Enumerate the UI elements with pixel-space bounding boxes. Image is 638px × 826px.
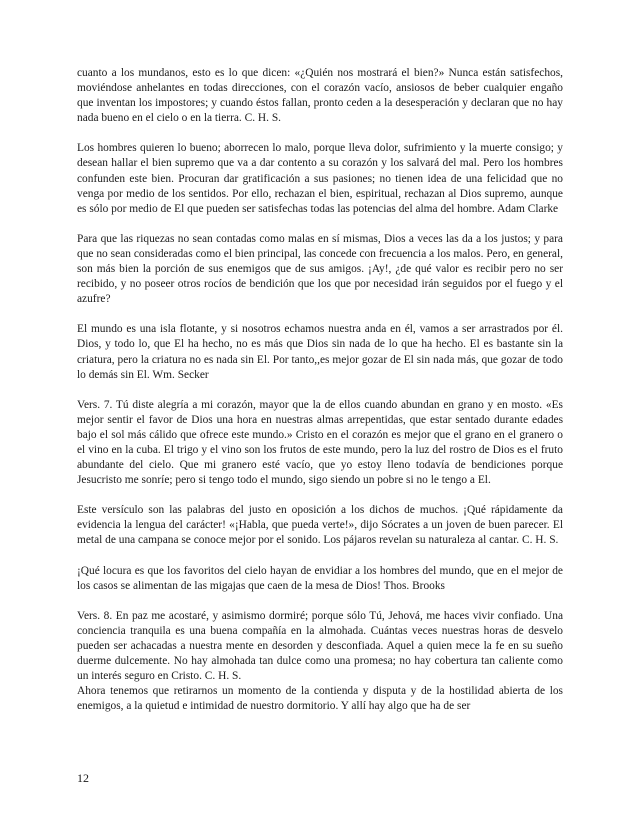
paragraph-wm-secker: El mundo es una isla flotante, y si nosotros echamos nuestra anda en él, vamos a ser arrastrados por él. Dios, y todo lo, que El ha hecho, no es más que Dios sin nada de lo que ha hecho. El es bastante sin la criatura, pero la criatura no es nada sin El. Por tanto,,es mejor gozar de El sin nada más, que gozar de todo lo demás sin El. Wm. Secker — [77, 323, 563, 381]
paragraph-vers-8: Vers. 8. En paz me acostaré, y asimismo dormiré; porque sólo Tú, Jehová, me haces vivir confiado. Una conciencia tranquila es una buena compañía en la almohada. Cuántas veces nuestras horas de desvelo pueden ser achacadas a nuestra mente en desorden y desconfiada. Aquel a quien mece la fe en su sueño duerme dulcemente. No hay almohada tan dulce como una promesa; no hay cobertura tan caliente como un interés seguro en Cristo. C. H. S. — [77, 609, 563, 683]
paragraph-ahora: Ahora tenemos que retirarnos un momento de la contienda y disputa y de la hostilidad abierta de los enemigos, a la quietud e intimidad de nuestro dormitorio. Y allí hay algo que ha de ser — [77, 685, 563, 713]
paragraph-thos-brooks: ¡Qué locura es que los favoritos del cielo hayan de envidiar a los hombres del mundo, que en el mejor de los casos se alimentan de las migajas que caen de la mesa de Dios! Thos. Brooks — [77, 564, 563, 592]
paragraph-adam-clarke: Los hombres quieren lo bueno; aborrecen lo malo, porque lleva dolor, sufrimiento y la muerte consigo; y desean hallar el bien supremo que va a dar contento a su corazón y los salvará del mal. Pero los hombres confunden este bien. Procuran dar gratificación a sus pasiones; no tienen idea de una felicidad que no venga por medio de los sentidos. Por ello, rechazan el bien, espiritual, rechazan al Dios supremo, aunque es sólo por medio de El que pueden ser satisfechas todas las potencias del alma del hombre. Adam Clarke — [77, 142, 563, 215]
body-text — [77, 66, 563, 714]
paragraph-mundanos: cuanto a los mundanos, esto es lo que dicen: «¿Quién nos mostrará el bien?» Nunca están satisfechos, moviéndose anhelantes en todas direcciones, con el corazón vacío, ansiosos de beber cualquier engaño que inventan los impostores; y cuando éstos fallan, pronto ceden a la desesperación y declaran que no hay nada bueno en el cielo o en la tierra. C. H. S. — [77, 67, 563, 125]
paragraph-versiculo: Este versículo son las palabras del justo en oposición a los dichos de muchos. ¡Qué rápidamente da evidencia la lengua del carácter! «¡Habla, que pueda verte!», dijo Sócrates a un joven de buen parecer. El metal de una campana se conoce mejor por el sonido. Los pájaros revelan su naturaleza al cantar. C. H. S. — [77, 504, 563, 547]
paragraph-riquezas: Para que las riquezas no sean contadas como malas en sí mismas, Dios a veces las da a los justos; y para que no sean consideradas como el bien principal, las concede con frecuencia a los malos. Pero, en general, son más bien la porción de sus enemigos que de sus amigos. ¡Ay!, ¿de qué valor es recibir pero no ser recibido, y no poseer otros rocíos de bendición que los que por necesidad irán seguidos por el fuego y el azufre? — [77, 232, 563, 306]
paragraph-vers-7: Vers. 7. Tú diste alegría a mi corazón, mayor que la de ellos cuando abundan en grano y en mosto. «Es mejor sentir el favor de Dios una hora en nuestras almas arrepentidas, que estar sentado durante edades bajo el sol más cálido que ofrece este mundo.» Cristo en el corazón es mejor que el grano en el granero o el vino en la cuba. El trigo y el vino son los frutos de este mundo, pero la luz del rostro de Dios es el fruto abundante del cielo. Que mi granero esté vacío, que yo estoy lleno todavía de bendiciones porque Jesucristo me sonríe; pero si tengo todo el mundo, sigo siendo un pobre si no le tengo a El. — [77, 398, 563, 487]
page-number: 12 — [77, 771, 89, 785]
